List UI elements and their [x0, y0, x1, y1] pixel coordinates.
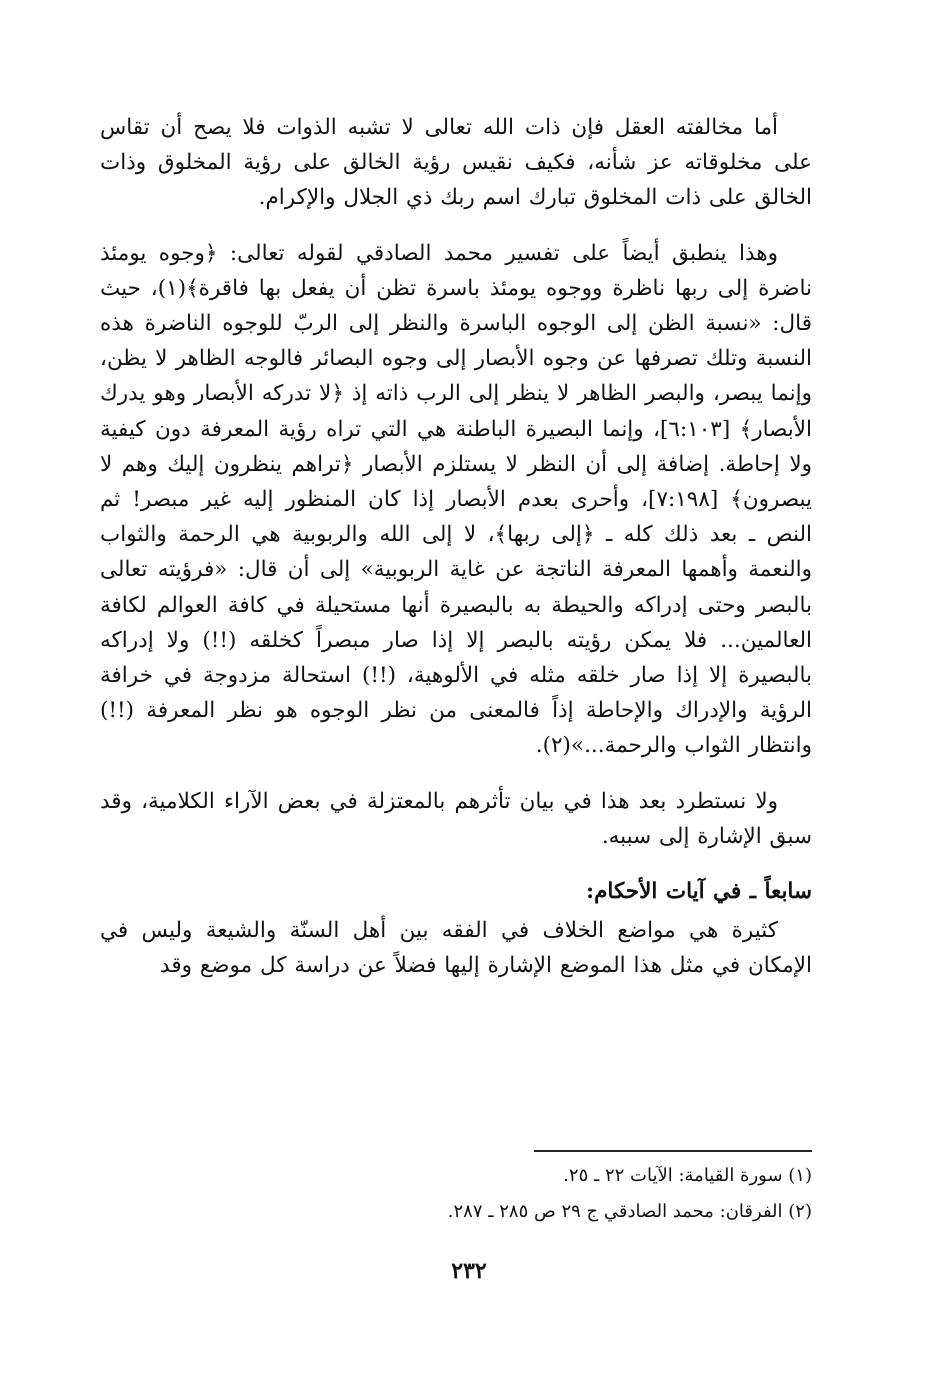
paragraph-4: كثيرة هي مواضع الخلاف في الفقه بين أهل السنّة والشيعة وليس في الإمكان في مثل هذا الموضع الإشارة إليها فضلاً عن دراسة كل موضع وقد	[100, 918, 812, 979]
page-number: ٢٣٢	[451, 1258, 487, 1284]
paragraph-2: وهذا ينطبق أيضاً على تفسير محمد الصادقي لقوله تعالى: ﴿وجوه يومئذ ناضرة إلى ربها ناظرة ووجوه يومئذ باسرة تظن أن يفعل بها فاقرة﴾(١)، حيث قال: «نسبة الظن إلى الوجوه الباسرة والنظر إلى الربّ للوجوه الناضرة هذه النسبة وتلك تصرفها عن وجوه الأبصار إلى وجوه البصائر فالوجه الظاهر لا يظن، وإنما يبصر، والبصر الظاهر لا ينظر إلى الرب ذاته إذ ﴿لا تدركه الأبصار وهو يدرك الأبصار﴾ [٦:١٠٣]، وإنما البصيرة الباطنة هي التي تراه رؤية المعرفة دون كيفية ولا إحاطة. إضافة إلى أن النظر لا يستلزم الأبصار ﴿تراهم ينظرون إليك وهم لا يبصرون﴾ [٧:١٩٨]، وأحرى بعدم الأبصار إذا كان المنظور إليه غير مبصر! ثم النص ـ بعد ذلك كله ـ ﴿إلى ربها﴾، لا إلى الله والربوبية هي الرحمة والثواب والنعمة وأهمها المعرفة الناتجة عن غاية الربوبية» إلى أن قال: «فرؤيته تعالى بالبصر وحتى إدراكه والحيطة به بالبصيرة أنها مستحيلة في كافة العوالم لكافة العالمين... فلا يمكن رؤيته بالبصر إلا إذا صار مبصراً كخلقه (!!) ولا إدراكه بالبصيرة إلا إذا صار خلقه مثله في الألوهية، (!!) استحالة مزدوجة في خرافة الرؤية والإدراك والإحاطة إذاً فالمعنى من نظر الوجوه هو نظر المعرفة (!!) وانتظار الثواب والرحمة...»(٢).	[100, 240, 812, 759]
paragraph-1: أما مخالفته العقل فإن ذات الله تعالى لا تشبه الذوات فلا يصح أن تقاس على مخلوقاته عز شأنه، فكيف نقيس رؤية الخالق على رؤية المخلوق وذات الخالق على ذات المخلوق تبارك اسم ربك ذي الجلال والإكرام.	[100, 115, 812, 211]
paragraph-3: ولا نستطرد بعد هذا في بيان تأثرهم بالمعتزلة في بعض الآراء الكلامية، وقد سبق الإشارة إلى سببه.	[100, 788, 812, 849]
footnotes	[100, 1158, 812, 1230]
footnote-separator	[534, 1150, 812, 1152]
section-heading: سابعاً ـ في آيات الأحكام:	[586, 879, 812, 905]
footnote-2: (٢) الفرقان: محمد الصادقي ج ٢٩ ص ٢٨٥ ـ ٢٨٧.	[447, 1201, 812, 1222]
footnote-1: (١) سورة القيامة: الآيات ٢٢ ـ ٢٥.	[563, 1165, 812, 1186]
main-text	[100, 110, 812, 984]
